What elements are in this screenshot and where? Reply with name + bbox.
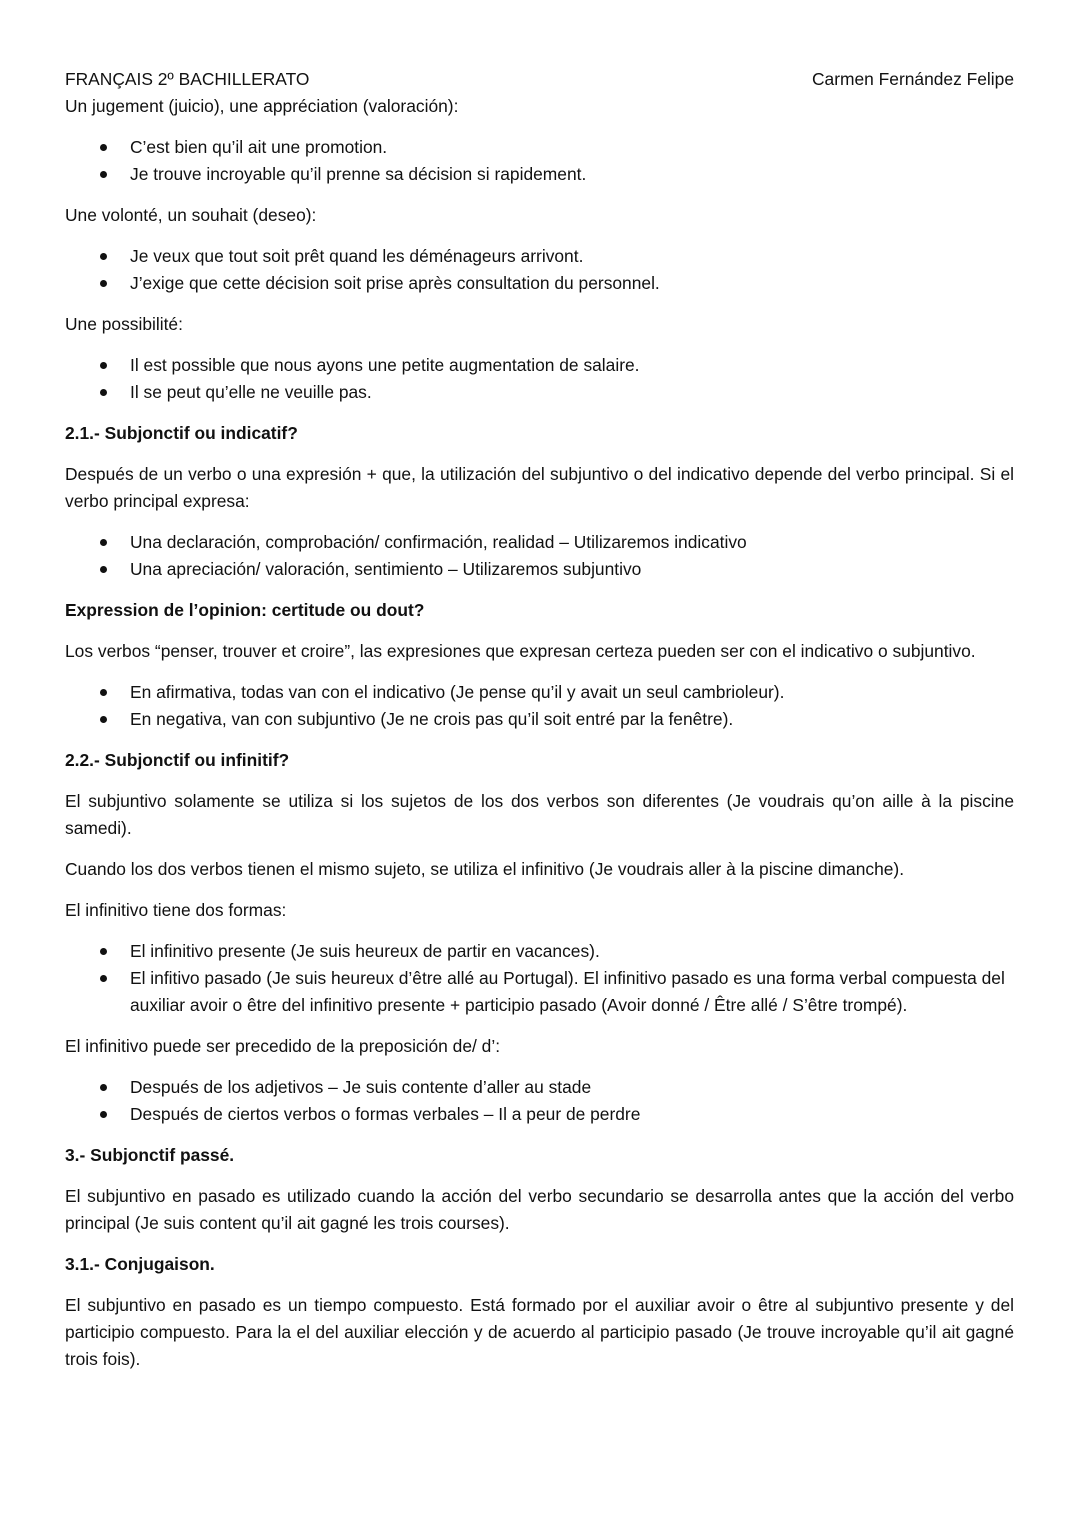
paragraph: Después de un verbo o una expresión + que, la utilización del subjuntivo o del indicativo depende del verbo principal. Si el verbo principal expresa: xyxy=(65,464,1014,511)
paragraph: El subjuntivo en pasado es utilizado cuando la acción del verbo secundario se desarrolla antes que la acción del verbo principal (Je suis content qu’il ait gagné les trois courses). xyxy=(65,1186,1014,1233)
paragraph: Un jugement (juicio), une appréciation (valoración): xyxy=(65,96,459,116)
bullet-list xyxy=(65,134,1014,188)
bullet-item: Después de ciertos verbos o formas verbales – Il a peur de perdre xyxy=(130,1101,1014,1128)
bullet-item: Una apreciación/ valoración, sentimiento – Utilizaremos subjuntivo xyxy=(130,556,1014,583)
section-heading: 3.- Subjonctif passé. xyxy=(65,1145,235,1165)
paragraph: El subjuntivo en pasado es un tiempo compuesto. Está formado por el auxiliar avoir o être al subjuntivo presente y del participio compuesto. Para la el del auxiliar elección y de acuerdo al participio pasado (Je trouve incroyable qu’il ait gagné trois fois). xyxy=(65,1295,1014,1369)
bullet-list xyxy=(65,679,1014,733)
paragraph: Une volonté, un souhait (deseo): xyxy=(65,205,317,225)
section-heading: Expression de l’opinion: certitude ou dout? xyxy=(65,600,425,620)
bullet-list xyxy=(65,243,1014,297)
bullet-item: Je trouve incroyable qu’il prenne sa décision si rapidement. xyxy=(130,161,1014,188)
bullet-item: El infinitivo presente (Je suis heureux de partir en vacances). xyxy=(130,938,1014,965)
bullet-item: Il est possible que nous ayons une petite augmentation de salaire. xyxy=(130,352,1014,379)
author-name: Carmen Fernández Felipe xyxy=(811,69,1014,89)
bullet-item: J’exige que cette décision soit prise après consultation du personnel. xyxy=(130,270,1014,297)
bullet-list xyxy=(65,938,1014,1019)
bullet-item: En negativa, van con subjuntivo (Je ne crois pas qu’il soit entré par la fenêtre). xyxy=(130,706,1014,733)
bullet-list xyxy=(65,352,1014,406)
section-heading: 3.1.- Conjugaison. xyxy=(65,1254,215,1274)
paragraph: Cuando los dos verbos tienen el mismo sujeto, se utiliza el infinitivo (Je voudrais aller à la piscine dimanche). xyxy=(65,859,905,879)
page-header xyxy=(65,66,1014,93)
bullet-item: Una declaración, comprobación/ confirmación, realidad – Utilizaremos indicativo xyxy=(130,529,1014,556)
paragraph: El subjuntivo solamente se utiliza si los sujetos de los dos verbos son diferentes (Je voudrais qu’on aille à la piscine samedi). xyxy=(65,791,1014,838)
paragraph: El infinitivo tiene dos formas: xyxy=(65,900,287,920)
bullet-item: Después de los adjetivos – Je suis contente d’aller au stade xyxy=(130,1074,1014,1101)
course-title: FRANÇAIS 2º BACHILLERATO xyxy=(65,69,310,89)
bullet-list xyxy=(65,1074,1014,1128)
paragraph: El infinitivo puede ser precedido de la preposición de/ d’: xyxy=(65,1036,501,1056)
bullet-item: En afirmativa, todas van con el indicativo (Je pense qu’il y avait un seul cambrioleur). xyxy=(130,679,1014,706)
bullet-item: Je veux que tout soit prêt quand les déménageurs arrivont. xyxy=(130,243,1014,270)
bullet-list xyxy=(65,529,1014,583)
section-heading: 2.2.- Subjonctif ou infinitif? xyxy=(65,750,290,770)
paragraph: Los verbos “penser, trouver et croire”, las expresiones que expresan certeza pueden ser con el indicativo o subjuntivo. xyxy=(65,641,976,661)
paragraph: Une possibilité: xyxy=(65,314,183,334)
section-heading: 2.1.- Subjonctif ou indicatif? xyxy=(65,423,298,443)
bullet-item: C’est bien qu’il ait une promotion. xyxy=(130,134,1014,161)
bullet-item: Il se peut qu’elle ne veuille pas. xyxy=(130,379,1014,406)
bullet-item: El infitivo pasado (Je suis heureux d’être allé au Portugal). El infinitivo pasado es una forma verbal compuesta del auxiliar avoir o être del infinitivo presente + participio pasado (Avoir donné / Être allé / S’être trompé). xyxy=(130,965,1014,1019)
document-body xyxy=(65,93,1014,1373)
